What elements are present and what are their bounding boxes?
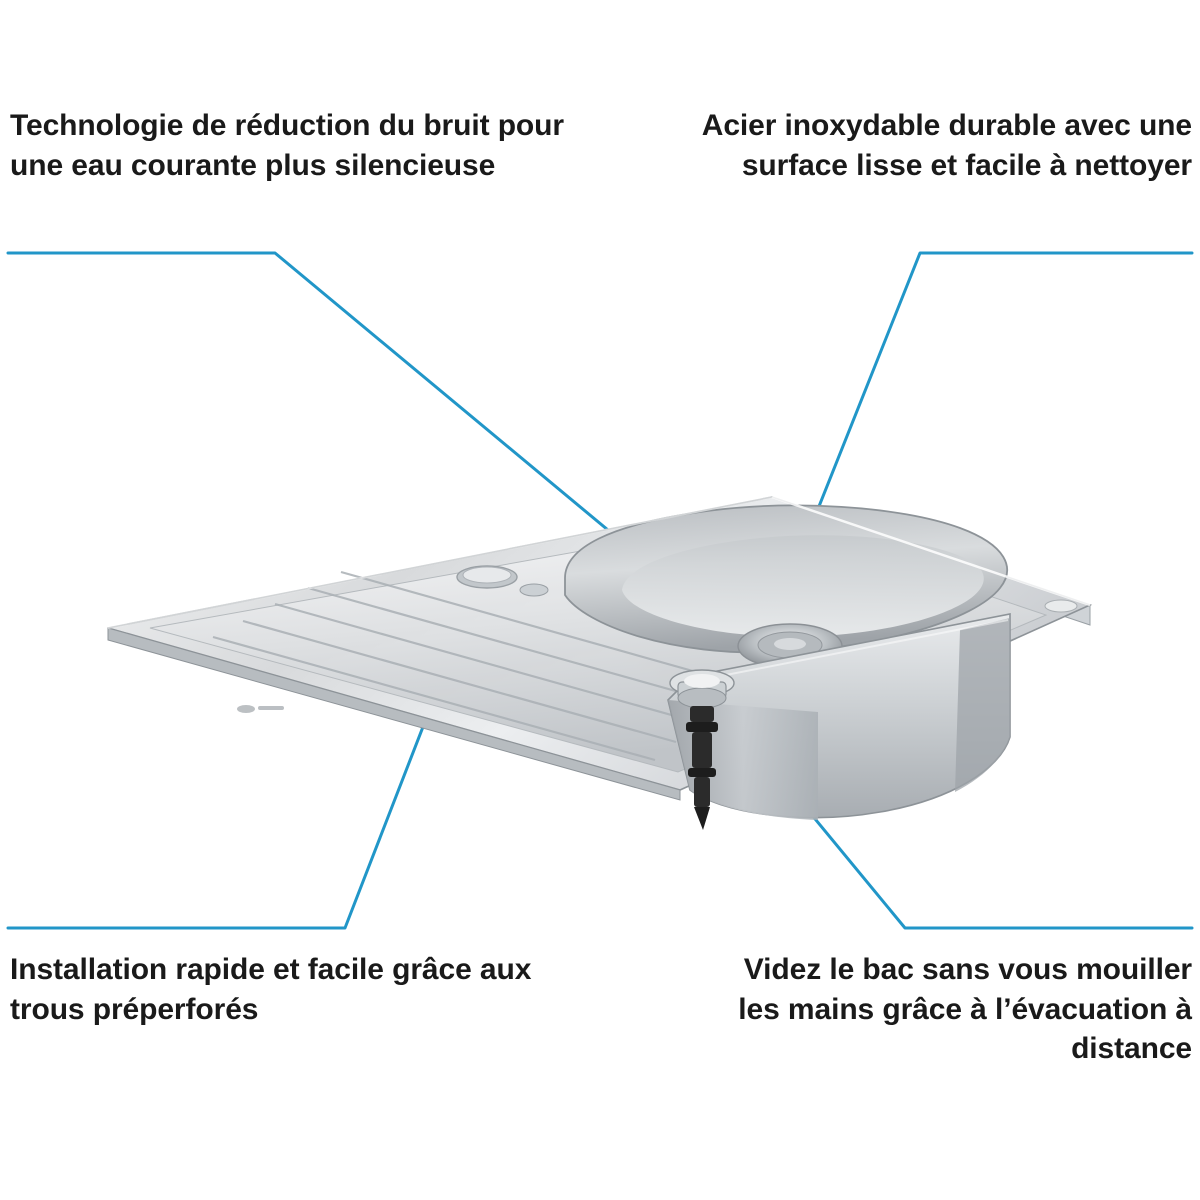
sink-illustration: [108, 497, 1090, 830]
brand-mark: [237, 705, 284, 713]
remote-waste-outlet: [670, 670, 734, 708]
callout-easy-install: Installation rapide et facile grâce aux trous préperforés: [10, 953, 532, 1026]
leader-line-noise-reduction: [8, 253, 644, 560]
callout-noise-reduction: Technologie de réduction du bruit pour une eau courante plus silencieuse: [10, 109, 564, 182]
rim-corner-highlight: [1045, 600, 1077, 612]
callout-durable-steel: Acier inoxydable durable avec une surface lisse et facile à nettoyer: [701, 109, 1192, 182]
callout-remote-waste: Videz le bac sans vous mouiller les mains grâce à l’évacuation à distance: [738, 953, 1192, 1066]
